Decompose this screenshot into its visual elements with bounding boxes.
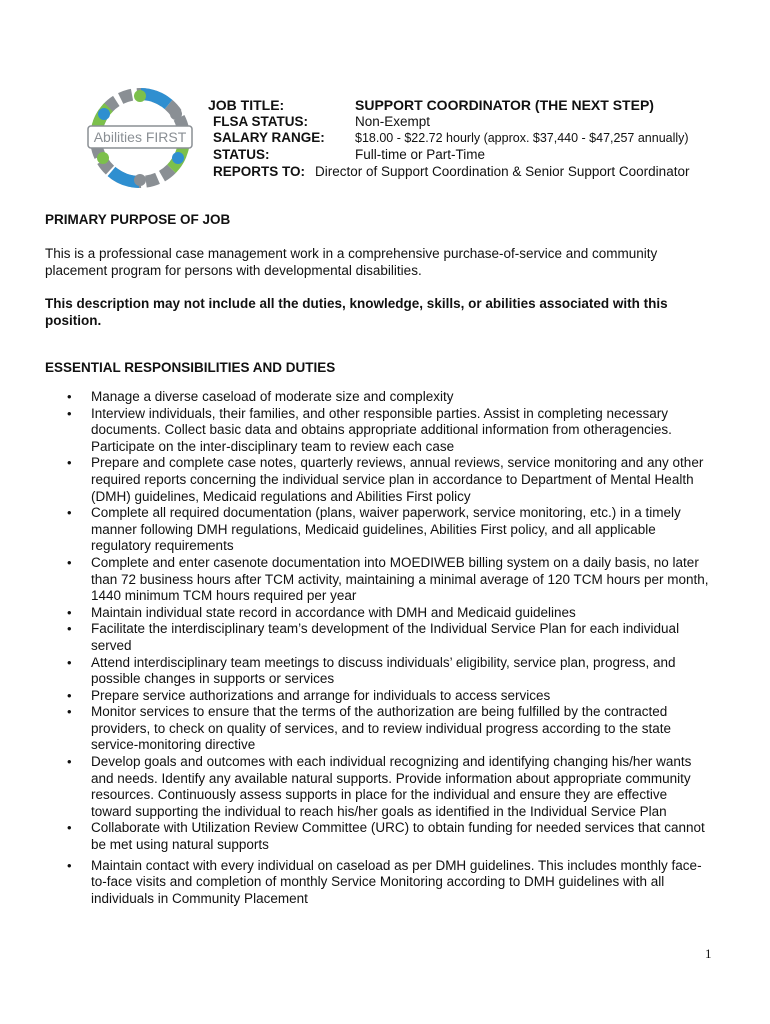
list-item: • Complete all required documentation (plans, waiver paperwork, service monitoring, etc.) in a timely manner following DMH regulations, Medicaid guidelines, Abilities First policy, and all applicable regulatory requirements: [45, 505, 710, 555]
reports-to-value: Director of Support Coordination & Senior Support Coordinator: [315, 164, 690, 179]
list-item: • Collaborate with Utilization Review Committee (URC) to obtain funding for needed services that cannot be met using natural supports: [45, 820, 710, 853]
list-item: • Interview individuals, their families, and other responsible parties. Assist in completing necessary documents. Collect basic data and obtains appropriate additional information from otheragencies. Participate on the inter-disciplinary team to review each case: [45, 406, 710, 456]
essential-duties-heading: ESSENTIAL RESPONSIBILITIES AND DUTIES: [45, 360, 336, 375]
page-number: 1: [705, 946, 712, 961]
list-item: • Complete and enter casenote documentation into MOEDIWEB billing system on a daily basis, no later than 72 business hours after TCM activity, maintaining a minimal average of 120 TCM hours per month, 1440 minimum TCM hours required per year: [45, 555, 710, 605]
flsa-status-label: FLSA STATUS:: [213, 114, 308, 129]
list-item: • Attend interdisciplinary team meetings to discuss individuals’ eligibility, service plan, progress, and possible changes in supports or services: [45, 655, 710, 688]
job-header: [0, 0, 770, 200]
primary-purpose-heading: PRIMARY PURPOSE OF JOB: [45, 212, 231, 227]
status-value: Full-time or Part-Time: [355, 147, 486, 162]
list-item: • Maintain individual state record in accordance with DMH and Medicaid guidelines: [45, 605, 710, 622]
job-title-value: SUPPORT COORDINATOR (THE NEXT STEP): [355, 97, 654, 113]
salary-range-label: SALARY RANGE:: [213, 130, 325, 145]
duties-list: [45, 389, 710, 907]
description-disclaimer: This description may not include all the duties, knowledge, skills, or abilities associated with this position.: [45, 296, 668, 328]
logo-wordmark: Abilities FIRST: [93, 129, 187, 145]
salary-range-value: $18.00 - $22.72 hourly (approx. $37,440 - $47,257 annually): [355, 131, 689, 145]
list-item: • Monitor services to ensure that the terms of the authorization are being fulfilled by the contracted providers, to check on quality of services, and to review individual progress according to the state service-monitoring directive: [45, 704, 710, 754]
flsa-status-value: Non-Exempt: [355, 114, 431, 129]
primary-purpose-body: This is a professional case management work in a comprehensive purchase-of-service and community placement program for persons with developmental disabilities.: [45, 246, 658, 278]
list-item: • Develop goals and outcomes with each individual recognizing and identifying changing his/her wants and needs. Identify any available natural supports. Provide information about appropriate community resources. Continuously assess supports in place for the individual and ensure they are effective toward supporting the individual to reach his/her goals as identified in the Individual Service Plan: [45, 754, 710, 820]
list-item: • Maintain contact with every individual on caseload as per DMH guidelines. This includes monthly face-to-face visits and completion of monthly Service Monitoring according to DMH guidelines with all individuals in Community Placement: [45, 858, 710, 908]
status-label: STATUS:: [213, 147, 270, 162]
list-item: • Prepare service authorizations and arrange for individuals to access services: [45, 688, 710, 705]
list-item: • Facilitate the interdisciplinary team’s development of the Individual Service Plan for each individual served: [45, 621, 710, 654]
list-item: • Prepare and complete case notes, quarterly reviews, annual reviews, service monitoring and any other required reports concerning the individual service plan in accordance to Department of Mental Health (DMH) guidelines, Medicaid regulations and Abilities First policy: [45, 455, 710, 505]
list-item: • Manage a diverse caseload of moderate size and complexity: [45, 389, 710, 406]
reports-to-label: REPORTS TO:: [213, 164, 306, 179]
job-title-label: JOB TITLE:: [208, 97, 285, 113]
